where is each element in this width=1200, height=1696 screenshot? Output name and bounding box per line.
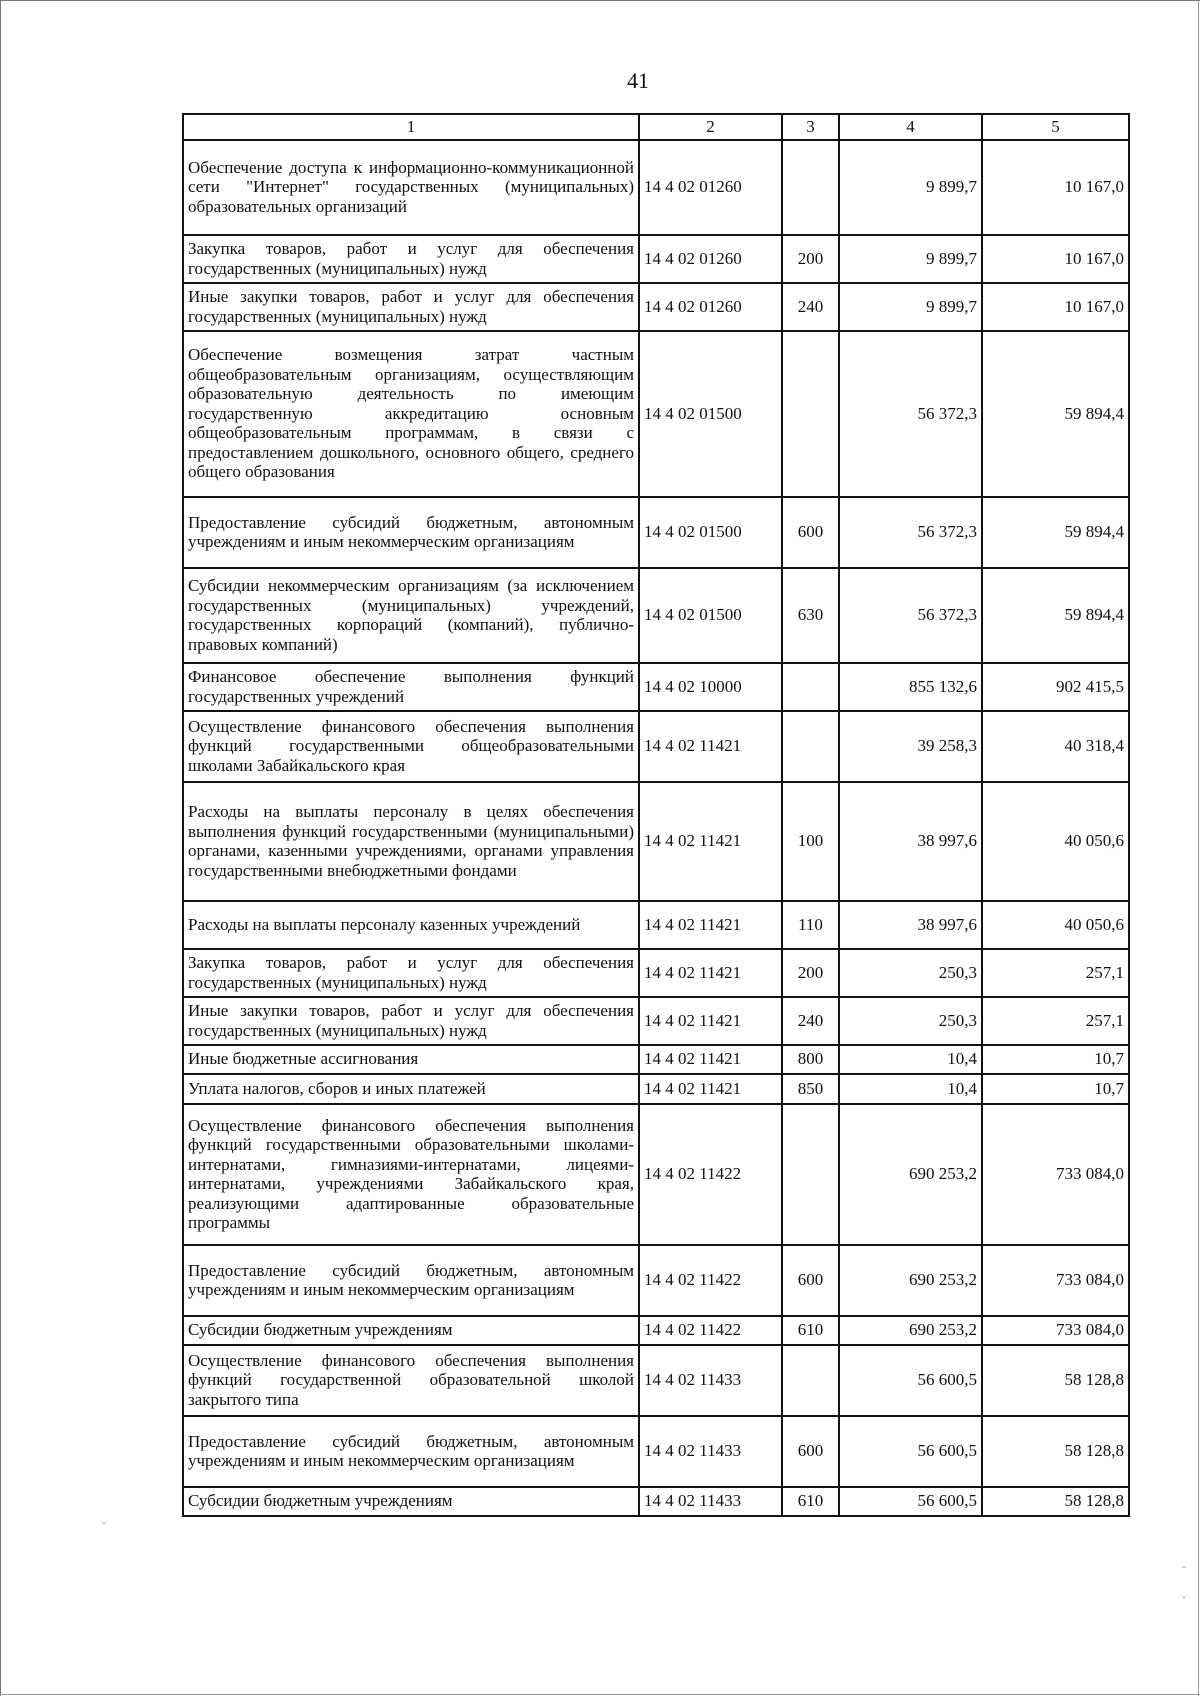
row-amount-year1: 38 997,6	[839, 782, 982, 901]
row-name: Расходы на выплаты персоналу в целях обеспечения выполнения функций государственными (муниципальными) органами, казенными учреждениями, органами управления государственными внебюджетными фондами	[183, 782, 639, 901]
row-amount-year1: 39 258,3	[839, 711, 982, 782]
row-code: 14 4 02 01260	[639, 283, 782, 331]
scan-speck: ·	[1182, 1590, 1186, 1604]
row-code: 14 4 02 11433	[639, 1416, 782, 1487]
row-amount-year2: 10 167,0	[982, 283, 1129, 331]
table-row	[183, 1104, 1129, 1245]
row-expense-type: 200	[782, 235, 839, 283]
row-code: 14 4 02 11422	[639, 1316, 782, 1345]
row-expense-type: 100	[782, 782, 839, 901]
row-amount-year2: 10,7	[982, 1074, 1129, 1104]
row-expense-type: 240	[782, 283, 839, 331]
row-amount-year1: 10,4	[839, 1045, 982, 1074]
row-expense-type	[782, 331, 839, 497]
table-row	[183, 1416, 1129, 1487]
header-row	[183, 114, 1129, 140]
row-code: 14 4 02 11433	[639, 1487, 782, 1516]
scan-frame-right	[1198, 0, 1199, 1696]
table-row	[183, 1045, 1129, 1074]
row-name: Субсидии бюджетным учреждениям	[183, 1487, 639, 1516]
row-expense-type	[782, 140, 839, 235]
budget-table	[182, 113, 1130, 1517]
row-name: Закупка товаров, работ и услуг для обеспечения государственных (муниципальных) нужд	[183, 949, 639, 997]
row-name: Иные закупки товаров, работ и услуг для обеспечения государственных (муниципальных) нужд	[183, 283, 639, 331]
table-row	[183, 1074, 1129, 1104]
row-amount-year2: 59 894,4	[982, 331, 1129, 497]
row-name: Обеспечение доступа к информационно-коммуникационной сети "Интернет" государственных (муниципальных) образовательных организаций	[183, 140, 639, 235]
row-expense-type: 800	[782, 1045, 839, 1074]
table-row	[183, 568, 1129, 663]
row-name: Закупка товаров, работ и услуг для обеспечения государственных (муниципальных) нужд	[183, 235, 639, 283]
row-code: 14 4 02 11421	[639, 1074, 782, 1104]
row-amount-year1: 9 899,7	[839, 235, 982, 283]
row-name: Обеспечение возмещения затрат частным общеобразовательным организациям, осуществляющим образовательную деятельность по имеющим государственную аккредитацию основным общеобразовательным программам, в связи с предоставлением дошкольного, основного общего, среднего общего образования	[183, 331, 639, 497]
row-amount-year1: 250,3	[839, 949, 982, 997]
row-code: 14 4 02 11433	[639, 1345, 782, 1416]
header-col-2: 2	[639, 114, 782, 140]
row-amount-year1: 690 253,2	[839, 1316, 982, 1345]
row-code: 14 4 02 01500	[639, 497, 782, 568]
row-expense-type: 600	[782, 1416, 839, 1487]
row-expense-type: 600	[782, 1245, 839, 1316]
row-name: Финансовое обеспечение выполнения функций государственных учреждений	[183, 663, 639, 711]
row-code: 14 4 02 01260	[639, 235, 782, 283]
row-expense-type: 630	[782, 568, 839, 663]
table-row	[183, 497, 1129, 568]
row-name: Предоставление субсидий бюджетным, автономным учреждениям и иным некоммерческим организациям	[183, 1416, 639, 1487]
row-amount-year2: 10 167,0	[982, 235, 1129, 283]
row-expense-type	[782, 1104, 839, 1245]
header-col-3: 3	[782, 114, 839, 140]
table-body	[183, 140, 1129, 1516]
row-code: 14 4 02 01500	[639, 568, 782, 663]
row-expense-type: 240	[782, 997, 839, 1045]
row-name: Уплата налогов, сборов и иных платежей	[183, 1074, 639, 1104]
scan-speck: ·	[1182, 1560, 1186, 1574]
row-amount-year2: 58 128,8	[982, 1487, 1129, 1516]
row-code: 14 4 02 11421	[639, 1045, 782, 1074]
row-code: 14 4 02 11422	[639, 1104, 782, 1245]
row-amount-year2: 59 894,4	[982, 568, 1129, 663]
row-code: 14 4 02 11422	[639, 1245, 782, 1316]
page-number: 41	[627, 68, 649, 93]
row-amount-year2: 40 050,6	[982, 901, 1129, 949]
row-amount-year1: 56 372,3	[839, 497, 982, 568]
row-code: 14 4 02 11421	[639, 997, 782, 1045]
row-amount-year2: 733 084,0	[982, 1104, 1129, 1245]
row-amount-year2: 902 415,5	[982, 663, 1129, 711]
row-expense-type	[782, 711, 839, 782]
row-name: Предоставление субсидий бюджетным, автономным учреждениям и иным некоммерческим организациям	[183, 1245, 639, 1316]
table-row	[183, 782, 1129, 901]
row-expense-type	[782, 1345, 839, 1416]
table-row	[183, 949, 1129, 997]
row-amount-year1: 38 997,6	[839, 901, 982, 949]
row-amount-year2: 257,1	[982, 949, 1129, 997]
table-row	[183, 235, 1129, 283]
row-amount-year2: 10 167,0	[982, 140, 1129, 235]
row-amount-year1: 56 372,3	[839, 568, 982, 663]
row-expense-type: 850	[782, 1074, 839, 1104]
row-amount-year1: 9 899,7	[839, 283, 982, 331]
table-row	[183, 711, 1129, 782]
table-row	[183, 1245, 1129, 1316]
row-amount-year2: 58 128,8	[982, 1416, 1129, 1487]
table-row	[183, 140, 1129, 235]
scan-frame-left	[0, 0, 1, 1696]
table-row	[183, 1345, 1129, 1416]
row-name: Субсидии бюджетным учреждениям	[183, 1316, 639, 1345]
row-amount-year1: 56 372,3	[839, 331, 982, 497]
table-row	[183, 1487, 1129, 1516]
row-amount-year1: 250,3	[839, 997, 982, 1045]
header-col-5: 5	[982, 114, 1129, 140]
table-row	[183, 331, 1129, 497]
row-name: Расходы на выплаты персоналу казенных учреждений	[183, 901, 639, 949]
header-col-4: 4	[839, 114, 982, 140]
row-name: Осуществление финансового обеспечения выполнения функций государственными общеобразовательными школами Забайкальского края	[183, 711, 639, 782]
row-amount-year1: 10,4	[839, 1074, 982, 1104]
row-amount-year1: 690 253,2	[839, 1104, 982, 1245]
row-code: 14 4 02 11421	[639, 901, 782, 949]
row-name: Иные закупки товаров, работ и услуг для обеспечения государственных (муниципальных) нужд	[183, 997, 639, 1045]
row-name: Иные бюджетные ассигнования	[183, 1045, 639, 1074]
row-code: 14 4 02 01500	[639, 331, 782, 497]
row-code: 14 4 02 11421	[639, 949, 782, 997]
table-row	[183, 997, 1129, 1045]
row-code: 14 4 02 11421	[639, 782, 782, 901]
scan-frame-top	[0, 0, 1200, 1]
row-amount-year1: 56 600,5	[839, 1345, 982, 1416]
row-amount-year1: 855 132,6	[839, 663, 982, 711]
row-name: Осуществление финансового обеспечения выполнения функций государственной образовательной школой закрытого типа	[183, 1345, 639, 1416]
row-amount-year2: 40 318,4	[982, 711, 1129, 782]
row-amount-year2: 40 050,6	[982, 782, 1129, 901]
table-row	[183, 901, 1129, 949]
row-amount-year1: 56 600,5	[839, 1487, 982, 1516]
row-name: Предоставление субсидий бюджетным, автономным учреждениям и иным некоммерческим организациям	[183, 497, 639, 568]
row-code: 14 4 02 10000	[639, 663, 782, 711]
row-name: Осуществление финансового обеспечения выполнения функций государственными образовательными школами-интернатами, гимназиями-интернатами, лицеями-интернатами, учреждениями Забайкальского края, реализующими адаптированные образовательные программы	[183, 1104, 639, 1245]
table-row	[183, 1316, 1129, 1345]
row-amount-year2: 257,1	[982, 997, 1129, 1045]
table-header	[183, 114, 1129, 140]
table-row	[183, 663, 1129, 711]
row-amount-year2: 59 894,4	[982, 497, 1129, 568]
row-expense-type: 110	[782, 901, 839, 949]
row-expense-type: 610	[782, 1316, 839, 1345]
row-amount-year2: 733 084,0	[982, 1245, 1129, 1316]
row-amount-year2: 58 128,8	[982, 1345, 1129, 1416]
header-col-1: 1	[183, 114, 639, 140]
row-expense-type: 610	[782, 1487, 839, 1516]
row-amount-year2: 10,7	[982, 1045, 1129, 1074]
row-expense-type	[782, 663, 839, 711]
scan-frame-bottom	[0, 1694, 1200, 1695]
row-amount-year1: 9 899,7	[839, 140, 982, 235]
row-amount-year1: 690 253,2	[839, 1245, 982, 1316]
table-row	[183, 283, 1129, 331]
row-code: 14 4 02 01260	[639, 140, 782, 235]
row-amount-year2: 733 084,0	[982, 1316, 1129, 1345]
row-expense-type: 600	[782, 497, 839, 568]
row-amount-year1: 56 600,5	[839, 1416, 982, 1487]
row-name: Субсидии некоммерческим организациям (за исключением государственных (муниципальных) учреждений, государственных корпораций (компаний), публично-правовых компаний)	[183, 568, 639, 663]
row-code: 14 4 02 11421	[639, 711, 782, 782]
row-expense-type: 200	[782, 949, 839, 997]
scan-speck: ·	[102, 1516, 106, 1530]
